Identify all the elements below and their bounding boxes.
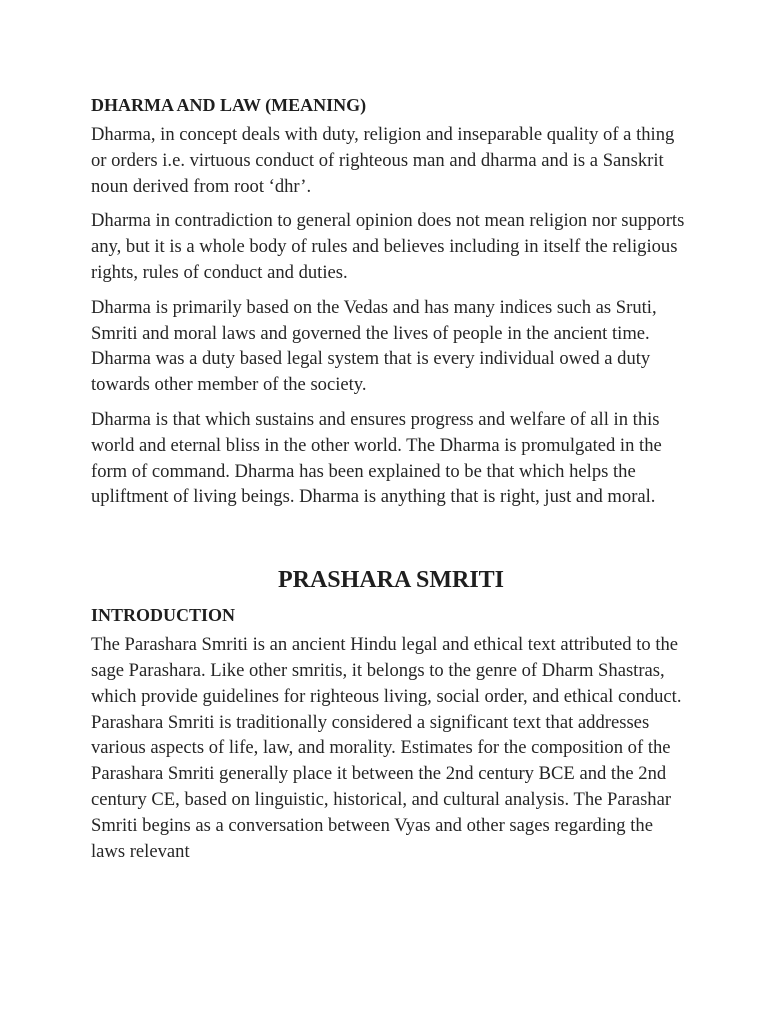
paragraph-dharma-contradiction: Dharma in contradiction to general opinion does not mean religion nor supports any, but it is a whole body of rules and believes including in itself the religious rights, rules of conduct and duties. [91, 210, 685, 283]
section-subheading-introduction: INTRODUCTION [91, 605, 236, 626]
spacer [91, 519, 691, 565]
paragraph-parashara-intro: The Parashara Smriti is an ancient Hindu legal and ethical text attributed to the sage Parashara. Like other smritis, it belongs to the genre of Dharm Shastras, which provide guidelines for righteous living, social order, and ethical conduct. Parashara Smriti is traditionally considered a significant text that addresses various aspects of life, law, and morality. Estimates for the composition of the Parashara Smriti generally place it between the 2nd century BCE and the 2nd century CE, based on linguistic, historical, and cultural analysis. The Parashar Smriti begins as a conversation between Vyas and other sages regarding the laws relevant [91, 634, 682, 862]
paragraph-dharma-concept: Dharma, in concept deals with duty, religion and inseparable quality of a thing or orders i.e. virtuous conduct of righteous man and dharma and is a Sanskrit noun derived from root ‘dhr’. [91, 124, 675, 197]
paragraph-dharma-vedas: Dharma is primarily based on the Vedas and has many indices such as Sruti, Smriti and moral laws and governed the lives of people in the ancient time. Dharma was a duty based legal system that is every individual owed a duty towards other member of the society. [91, 296, 657, 396]
section-title-prashara-smriti: PRASHARA SMRITI [277, 567, 505, 594]
paragraph-dharma-sustains: Dharma is that which sustains and ensures progress and welfare of all in this world and eternal bliss in the other world. The Dharma is promulgated in the form of command. Dharma has been explained to be that which helps the upliftment of living beings. Dharma is anything that is right, just and moral. [91, 408, 662, 508]
document-page [91, 93, 691, 873]
section-heading-dharma-and-law: DHARMA AND LAW (MEANING) [91, 95, 367, 115]
